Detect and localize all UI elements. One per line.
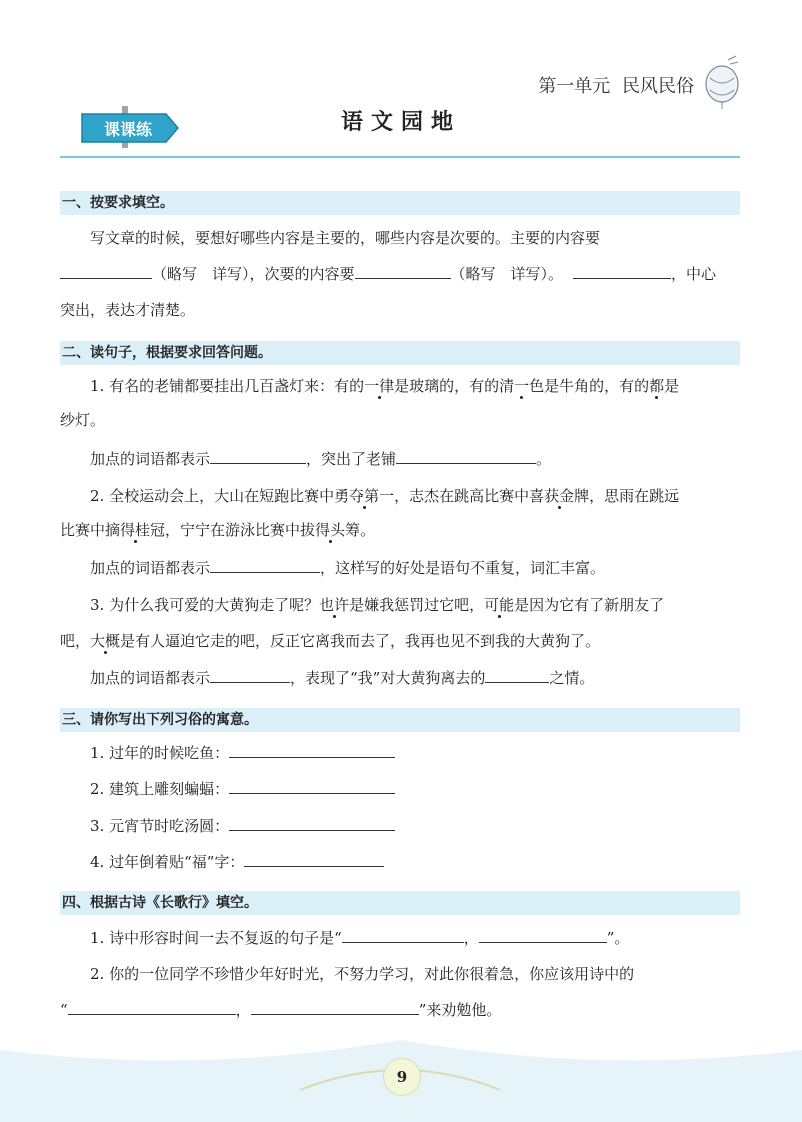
s1-text-2c: ，中心 [671, 265, 717, 283]
s2-q1-line-2: 纱灯。 [60, 411, 106, 429]
blank-field[interactable] [210, 447, 306, 464]
page-title: 语文园地 [340, 109, 461, 135]
text: 1. 过年的时候吃鱼： [90, 744, 230, 762]
text: 加点的词语都表示 [90, 669, 211, 687]
text: ， [235, 1001, 251, 1019]
blank-field[interactable] [229, 777, 395, 794]
text: “ [60, 1001, 68, 1019]
section-heading-2: 二、读句子，根据要求回答问题。 [60, 341, 740, 365]
s1-text-1: 写文章的时候，要想好哪些内容是主要的，哪些内容是次要的。主要的内容要 [90, 229, 601, 247]
s3-item-3 [60, 814, 745, 838]
dotted-word: 摘得桂冠 [105, 521, 166, 539]
text: 比赛中 [60, 521, 106, 539]
dotted-word: 可能 [484, 596, 515, 614]
s3-item-2 [60, 777, 745, 801]
s2-q3-line-1 [60, 593, 745, 617]
blank-field[interactable] [396, 447, 536, 464]
s1-line-3: 突出，表达才清楚。 [60, 301, 196, 319]
s1-text-2a: （略写 详写），次要的内容要 [152, 265, 355, 283]
text: 是因为它有了新朋友了 [514, 596, 665, 614]
text: 吧， [60, 632, 91, 650]
text: ，思雨在跳远 [589, 487, 680, 505]
text: 1. 有名的老铺都要挂出几百盏灯来：有的 [90, 377, 365, 395]
blank-field[interactable] [479, 926, 607, 943]
text: 加点的词语都表示 [90, 559, 211, 577]
dotted-word: 大概 [90, 632, 121, 650]
text: 是牛角的，有的 [544, 377, 650, 395]
s2-q2-line-1 [60, 484, 745, 508]
blank-field[interactable] [68, 998, 236, 1015]
text: 3. 为什么我可爱的大黄狗走了呢？ [90, 596, 320, 614]
s2-q1-line-1 [60, 374, 745, 398]
section-heading-4: 四、根据古诗《长歌行》填空。 [60, 891, 740, 915]
text: 是 [664, 377, 680, 395]
s3-item-4 [60, 850, 745, 874]
badge-label: 课课练 [103, 120, 152, 139]
text: 加点的词语都表示 [90, 450, 211, 468]
text: 。 [536, 450, 552, 468]
blank-field[interactable] [251, 998, 419, 1015]
blank-field[interactable] [342, 926, 464, 943]
blank-field[interactable] [229, 814, 395, 831]
blank-field[interactable] [355, 262, 451, 279]
s2-q3-line-2 [60, 629, 745, 653]
dotted-word: 也许 [319, 596, 350, 614]
dotted-word: 一律 [364, 377, 395, 395]
s4-q2-line-1: 2. 你的一位同学不珍惜少年好时光，不努力学习，对此你很着急，你应该用诗中的 [90, 965, 635, 983]
text: 。 [360, 521, 376, 539]
blank-field[interactable] [244, 850, 384, 867]
section-heading-1: 一、按要求填空。 [60, 191, 740, 215]
text: ”。 [606, 929, 630, 947]
text: 2. 建筑上雕刻蝙蝠： [90, 780, 230, 798]
text: ，宁宁在游泳比赛中 [165, 521, 301, 539]
s3-item-1 [60, 741, 745, 765]
text: ， [463, 929, 479, 947]
text: ，志杰在跳高比赛中 [394, 487, 530, 505]
blank-field[interactable] [485, 666, 549, 683]
text: ，这样写的好处是语句不重复，词汇丰富。 [320, 559, 606, 577]
s2-q2-line-2 [60, 518, 745, 542]
text: 是有人逼迫它走的吧，反正它离我而去了，我再也见不到我的大黄狗了。 [120, 632, 601, 650]
text: 3. 元宵节时吃汤圆： [90, 817, 230, 835]
text: ”来劝勉他。 [418, 1001, 502, 1019]
page-number: 9 [383, 1058, 421, 1096]
dotted-word: 拔得头筹 [300, 521, 361, 539]
blank-field[interactable] [573, 262, 671, 279]
unit-number: 第一单元 [538, 76, 611, 97]
lantern-icon [700, 54, 744, 110]
dotted-word: 喜获金牌 [529, 487, 590, 505]
s2-a1 [60, 447, 745, 471]
dotted-word: 都 [649, 377, 665, 395]
s4-q2-line-2 [60, 998, 745, 1022]
text: 4. 过年倒着贴“福”字： [90, 853, 245, 871]
text: 之情。 [549, 669, 595, 687]
s2-a3 [60, 666, 745, 690]
blank-field[interactable] [210, 556, 320, 573]
s1-text-2b: （略写 详写）。 [450, 265, 564, 283]
text: 1. 诗中形容时间一去不复返的句子是“ [90, 929, 342, 947]
text: 是嫌我惩罚过它吧， [349, 596, 485, 614]
unit-label [532, 72, 694, 98]
header-divider [60, 156, 740, 158]
text: ，突出了老铺 [306, 450, 397, 468]
blank-field[interactable] [210, 666, 290, 683]
s1-line-1 [60, 226, 745, 250]
text: 是玻璃的，有的 [394, 377, 500, 395]
s4-q1 [60, 926, 745, 950]
s2-a2 [60, 556, 745, 580]
text: ，表现了“我”对大黄狗离去的 [290, 669, 486, 687]
unit-theme: 民风民俗 [622, 76, 694, 97]
text: 2. 全校运动会上，大山在短跑比赛中 [90, 487, 335, 505]
dotted-word: 清一色 [499, 377, 545, 395]
blank-field[interactable] [60, 262, 152, 279]
dotted-word: 勇夺第一 [334, 487, 395, 505]
blank-field[interactable] [229, 741, 395, 758]
section-heading-3: 三、请你写出下列习俗的寓意。 [60, 708, 740, 732]
s1-line-2 [60, 262, 745, 286]
